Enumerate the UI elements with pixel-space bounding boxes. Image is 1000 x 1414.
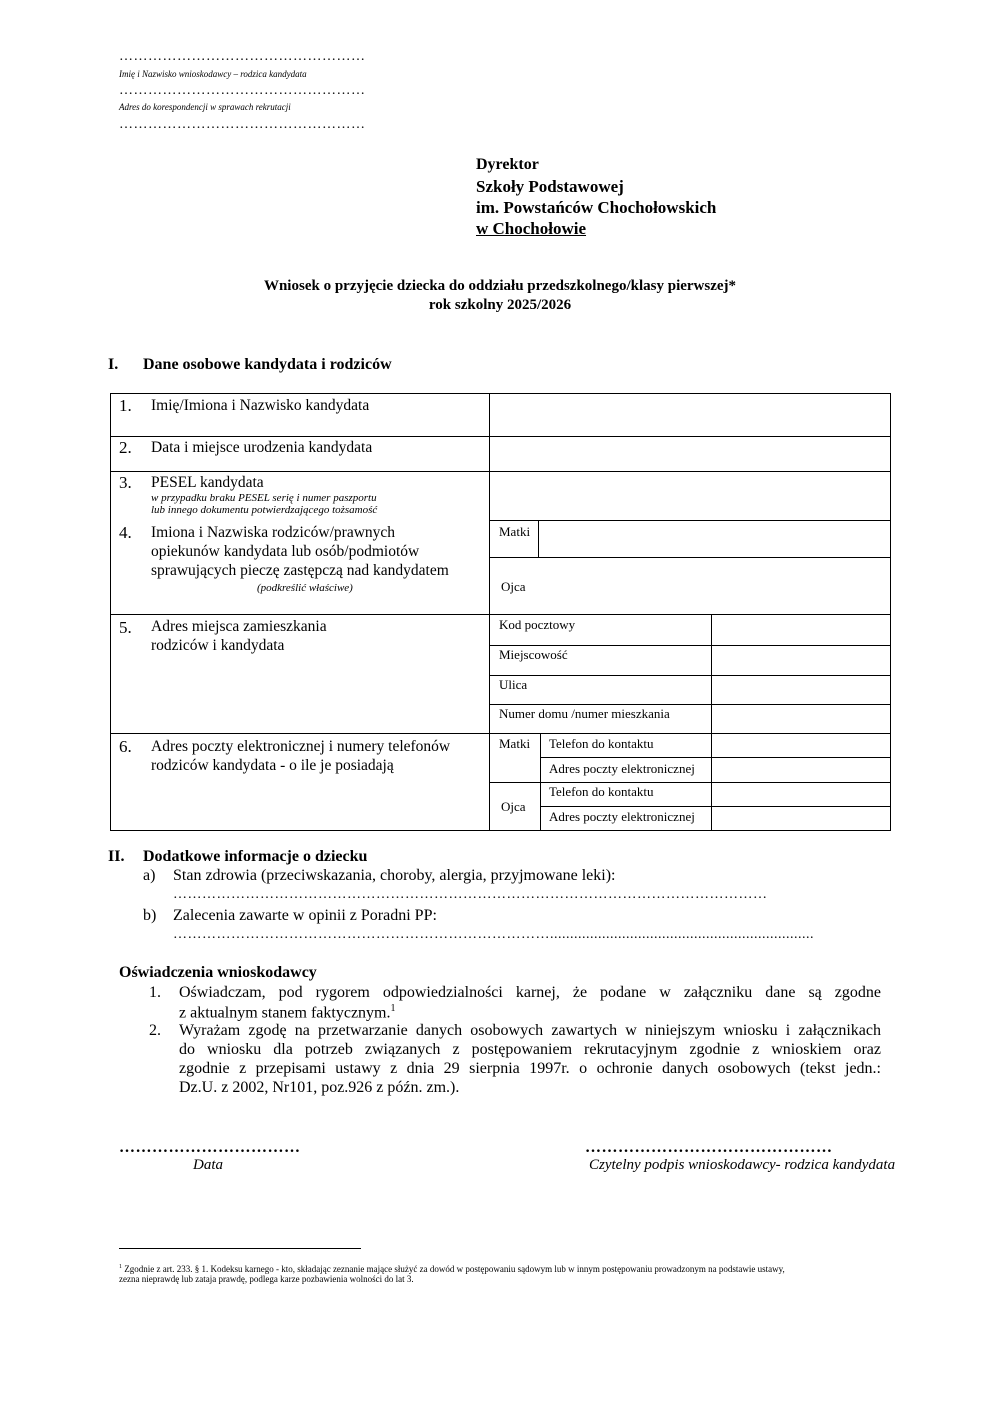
school-year: rok szkolny 2025/2026 <box>428 297 572 313</box>
mother-name-field[interactable] <box>540 522 888 555</box>
recommendations-field[interactable]: …………………………………………………………………….................................................................. <box>173 927 814 942</box>
declaration-1-text-2-main: z aktualnym stanem faktycznym. <box>179 1004 391 1022</box>
candidate-name-field[interactable] <box>491 395 888 434</box>
section-2-numeral: II. <box>108 848 125 865</box>
section-2-heading: Dodatkowe informacje o dziecku <box>143 848 368 865</box>
signature-field[interactable]: ……………………………………… <box>585 1139 833 1156</box>
row-4-label-1: Imiona i Nazwiska rodziców/prawnych <box>151 524 396 541</box>
row-5-label-1: Adres miejsca zamieszkania <box>151 618 327 635</box>
address-dots-1: …………………………………………… <box>119 83 366 98</box>
row-2-number: 2. <box>119 438 132 457</box>
row-1-label: Imię/Imiona i Nazwisko kandydata <box>151 397 370 414</box>
father-email-label: Adres poczty elektronicznej <box>549 809 695 824</box>
street-label: Ulica <box>499 677 528 692</box>
form-title: Wniosek o przyjęcie dziecka do oddziału przedszkolnego/klasy pierwszej* <box>263 278 737 294</box>
footnote-number: 1 <box>119 1264 122 1270</box>
row-2-label: Data i miejsce urodzenia kandydata <box>151 439 373 456</box>
father-email-field[interactable] <box>713 808 888 828</box>
house-number-label: Numer domu /numer mieszkania <box>499 706 670 721</box>
declaration-1-text-1: Oświadczam, pod rygorem odpowiedzialności karnej, że podane w załączniku dane są zgodne <box>179 984 881 1001</box>
mother-email-field[interactable] <box>713 759 888 780</box>
row-3-label: PESEL kandydata <box>151 474 264 491</box>
declaration-2-text-4: Dz.U. z 2002, Nr101, poz.926 z późn. zm.). <box>179 1079 460 1096</box>
contact-father-label: Ojca <box>501 799 526 814</box>
address-dots-2: …………………………………………… <box>119 117 366 132</box>
postal-code-field[interactable] <box>713 616 888 643</box>
mother-email-label: Adres poczty elektronicznej <box>549 761 695 776</box>
mother-label: Matki <box>499 524 531 539</box>
city-label: Miejscowość <box>499 647 568 662</box>
footnote-text-1: Zgodnie z art. 233. § 1. Kodeksu karnego - kto, składając zeznanie mające służyć za dowód w postępowaniu sądowym lub w innym postępowaniu prowadzonym na podstawie ustawy, <box>124 1264 785 1274</box>
house-number-field[interactable] <box>713 706 888 731</box>
row-6-label-2: rodziców kandydata - o ile je posiadają <box>151 757 394 774</box>
row-4-label-3: sprawujących pieczę zastępczą nad kandydatem <box>151 562 449 579</box>
row-4-number: 4. <box>119 523 132 542</box>
father-label: Ojca <box>501 579 526 594</box>
row-4-label-2: opiekunów kandydata lub osób/podmiotów <box>151 543 420 560</box>
declaration-2-text-1: Wyrażam zgodę na przetwarzanie danych osobowych zawartych w niniejszym wniosku i załącznikach <box>179 1022 881 1039</box>
mother-phone-field[interactable] <box>713 735 888 755</box>
declaration-2-text-2: do wniosku dla potrzeb związanych z postępowaniem rekrutacyjnym zgodnie z wnioskiem oraz <box>179 1041 881 1058</box>
city-field[interactable] <box>713 647 888 673</box>
footnote-line-2: zezna nieprawdę lub zataja prawdę, podlega karze pozbawienia wolności do lat 3. <box>119 1274 414 1284</box>
street-field[interactable] <box>713 677 888 702</box>
recipient-line-4: w Chochołowie <box>476 219 587 238</box>
section-1-numeral: I. <box>108 356 119 373</box>
applicant-name-dots: …………………………………………… <box>119 49 366 64</box>
row-3-sub-2: lub innego dokumentu potwierdzającego tożsamość <box>151 504 378 516</box>
row-3-number: 3. <box>119 473 132 492</box>
declaration-1-text-2 <box>179 1003 395 1022</box>
row-6-label-1: Adres poczty elektronicznej i numery telefonów <box>151 738 451 755</box>
mother-phone-label: Telefon do kontaktu <box>549 736 654 751</box>
health-label: Stan zdrowia (przeciwskazania, choroby, alergia, przyjmowane leki): <box>173 867 616 884</box>
row-3-sub-1: w przypadku braku PESEL serię i numer paszportu <box>151 492 377 504</box>
address-label: Adres do korespondencji w sprawach rekrutacji <box>119 102 291 112</box>
father-phone-label: Telefon do kontaktu <box>549 784 654 799</box>
pesel-field[interactable] <box>491 473 888 518</box>
recipient-line-2: Szkoły Podstawowej <box>476 177 624 196</box>
section-1-heading: Dane osobowe kandydata i rodziców <box>143 356 392 373</box>
father-name-field[interactable] <box>540 559 888 612</box>
declarations-heading: Oświadczenia wnioskodawcy <box>119 964 317 981</box>
row-4-note: (podkreślić właściwe) <box>257 582 353 594</box>
health-field[interactable]: …………………………………………………………………………………………………………… <box>173 887 768 902</box>
personal-data-table <box>110 393 891 831</box>
footnote-ref[interactable]: 1 <box>390 1003 396 1014</box>
contact-mother-label: Matki <box>499 736 531 751</box>
postal-code-label: Kod pocztowy <box>499 617 576 632</box>
row-6-number: 6. <box>119 737 132 756</box>
declaration-1-number: 1. <box>149 984 161 1001</box>
footnote-separator <box>119 1248 361 1249</box>
applicant-name-label: Imię i Nazwisko wnioskodawcy – rodzica kandydata <box>119 69 307 79</box>
date-label: Data <box>193 1157 223 1173</box>
date-field[interactable]: …………………………… <box>119 1139 301 1156</box>
declaration-2-text-3: zgodnie z przepisami ustawy z dnia 29 sierpnia 1997r. o ochronie danych osobowych (tekst jedn.: <box>179 1060 881 1077</box>
row-1-number: 1. <box>119 396 132 415</box>
item-a-letter: a) <box>143 867 156 884</box>
father-phone-field[interactable] <box>713 784 888 804</box>
signature-label: Czytelny podpis wnioskodawcy- rodzica kandydata <box>589 1157 896 1173</box>
row-5-number: 5. <box>119 618 132 637</box>
declaration-2-number: 2. <box>149 1022 161 1039</box>
recipient-line-3: im. Powstańców Chochołowskich <box>476 198 717 217</box>
row-5-label-2: rodziców i kandydata <box>151 637 285 654</box>
recipient-line-1: Dyrektor <box>476 156 539 173</box>
recommendations-label: Zalecenia zawarte w opinii z Poradni PP: <box>173 907 437 924</box>
item-b-letter: b) <box>143 907 157 924</box>
birth-date-place-field[interactable] <box>491 438 888 469</box>
